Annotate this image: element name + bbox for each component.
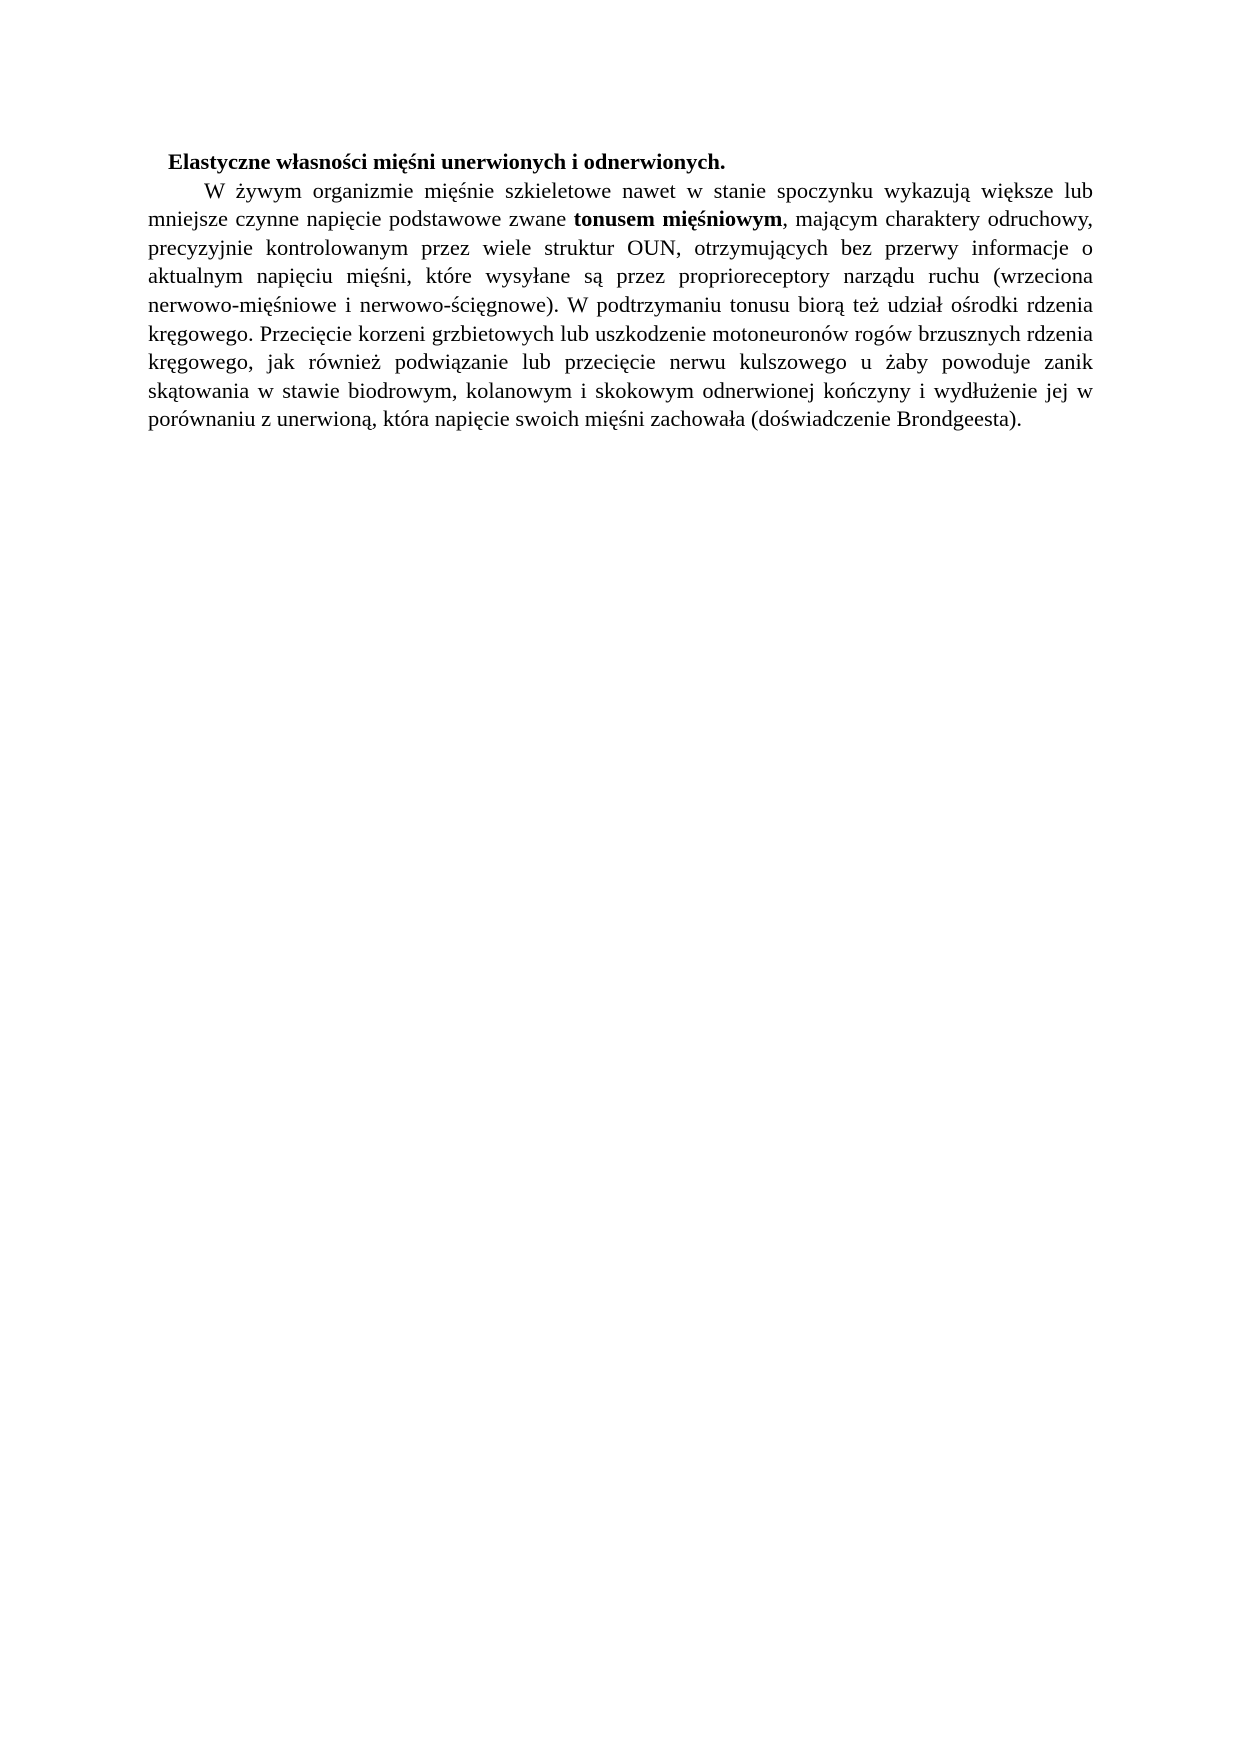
paragraph-text-start: W żywym organizmie mięśnie szkieletowe nawet w stanie spoczynku wykazują większe lub mniejsze czynne napięcie podstawowe zwane [148, 177, 1093, 232]
bold-term-tonus: tonusem mięśniowym [573, 206, 783, 232]
document-title: Elastyczne własności mięśni unerwionych i odnerwionych. [168, 149, 726, 174]
document-body [148, 148, 1093, 434]
body-paragraph [148, 177, 1093, 434]
paragraph-text-end: , mającym charaktery odruchowy, precyzyjnie kontrolowanym przez wiele struktur OUN, otrzymujących bez przerwy informacje o aktualnym napięciu mięśni, które wysyłane są przez proprioreceptory narządu ruchu (wrzeciona nerwowo-mięśniowe i nerwowo-ścięgnowe). W podtrzymaniu tonusu biorą też udział ośrodki rdzenia kręgowego. Przecięcie korzeni grzbietowych lub uszkodzenie motoneuronów rogów brzusznych rdzenia kręgowego, jak również podwiązanie lub przecięcie nerwu kulszowego u żaby powoduje zanik skątowania w stawie biodrowym, kolanowym i skokowym odnerwionej kończyny i wydłużenie jej w porównaniu z unerwioną, która napięcie swoich mięśni zachowała (doświadczenie Brondgeesta). [148, 206, 1093, 432]
